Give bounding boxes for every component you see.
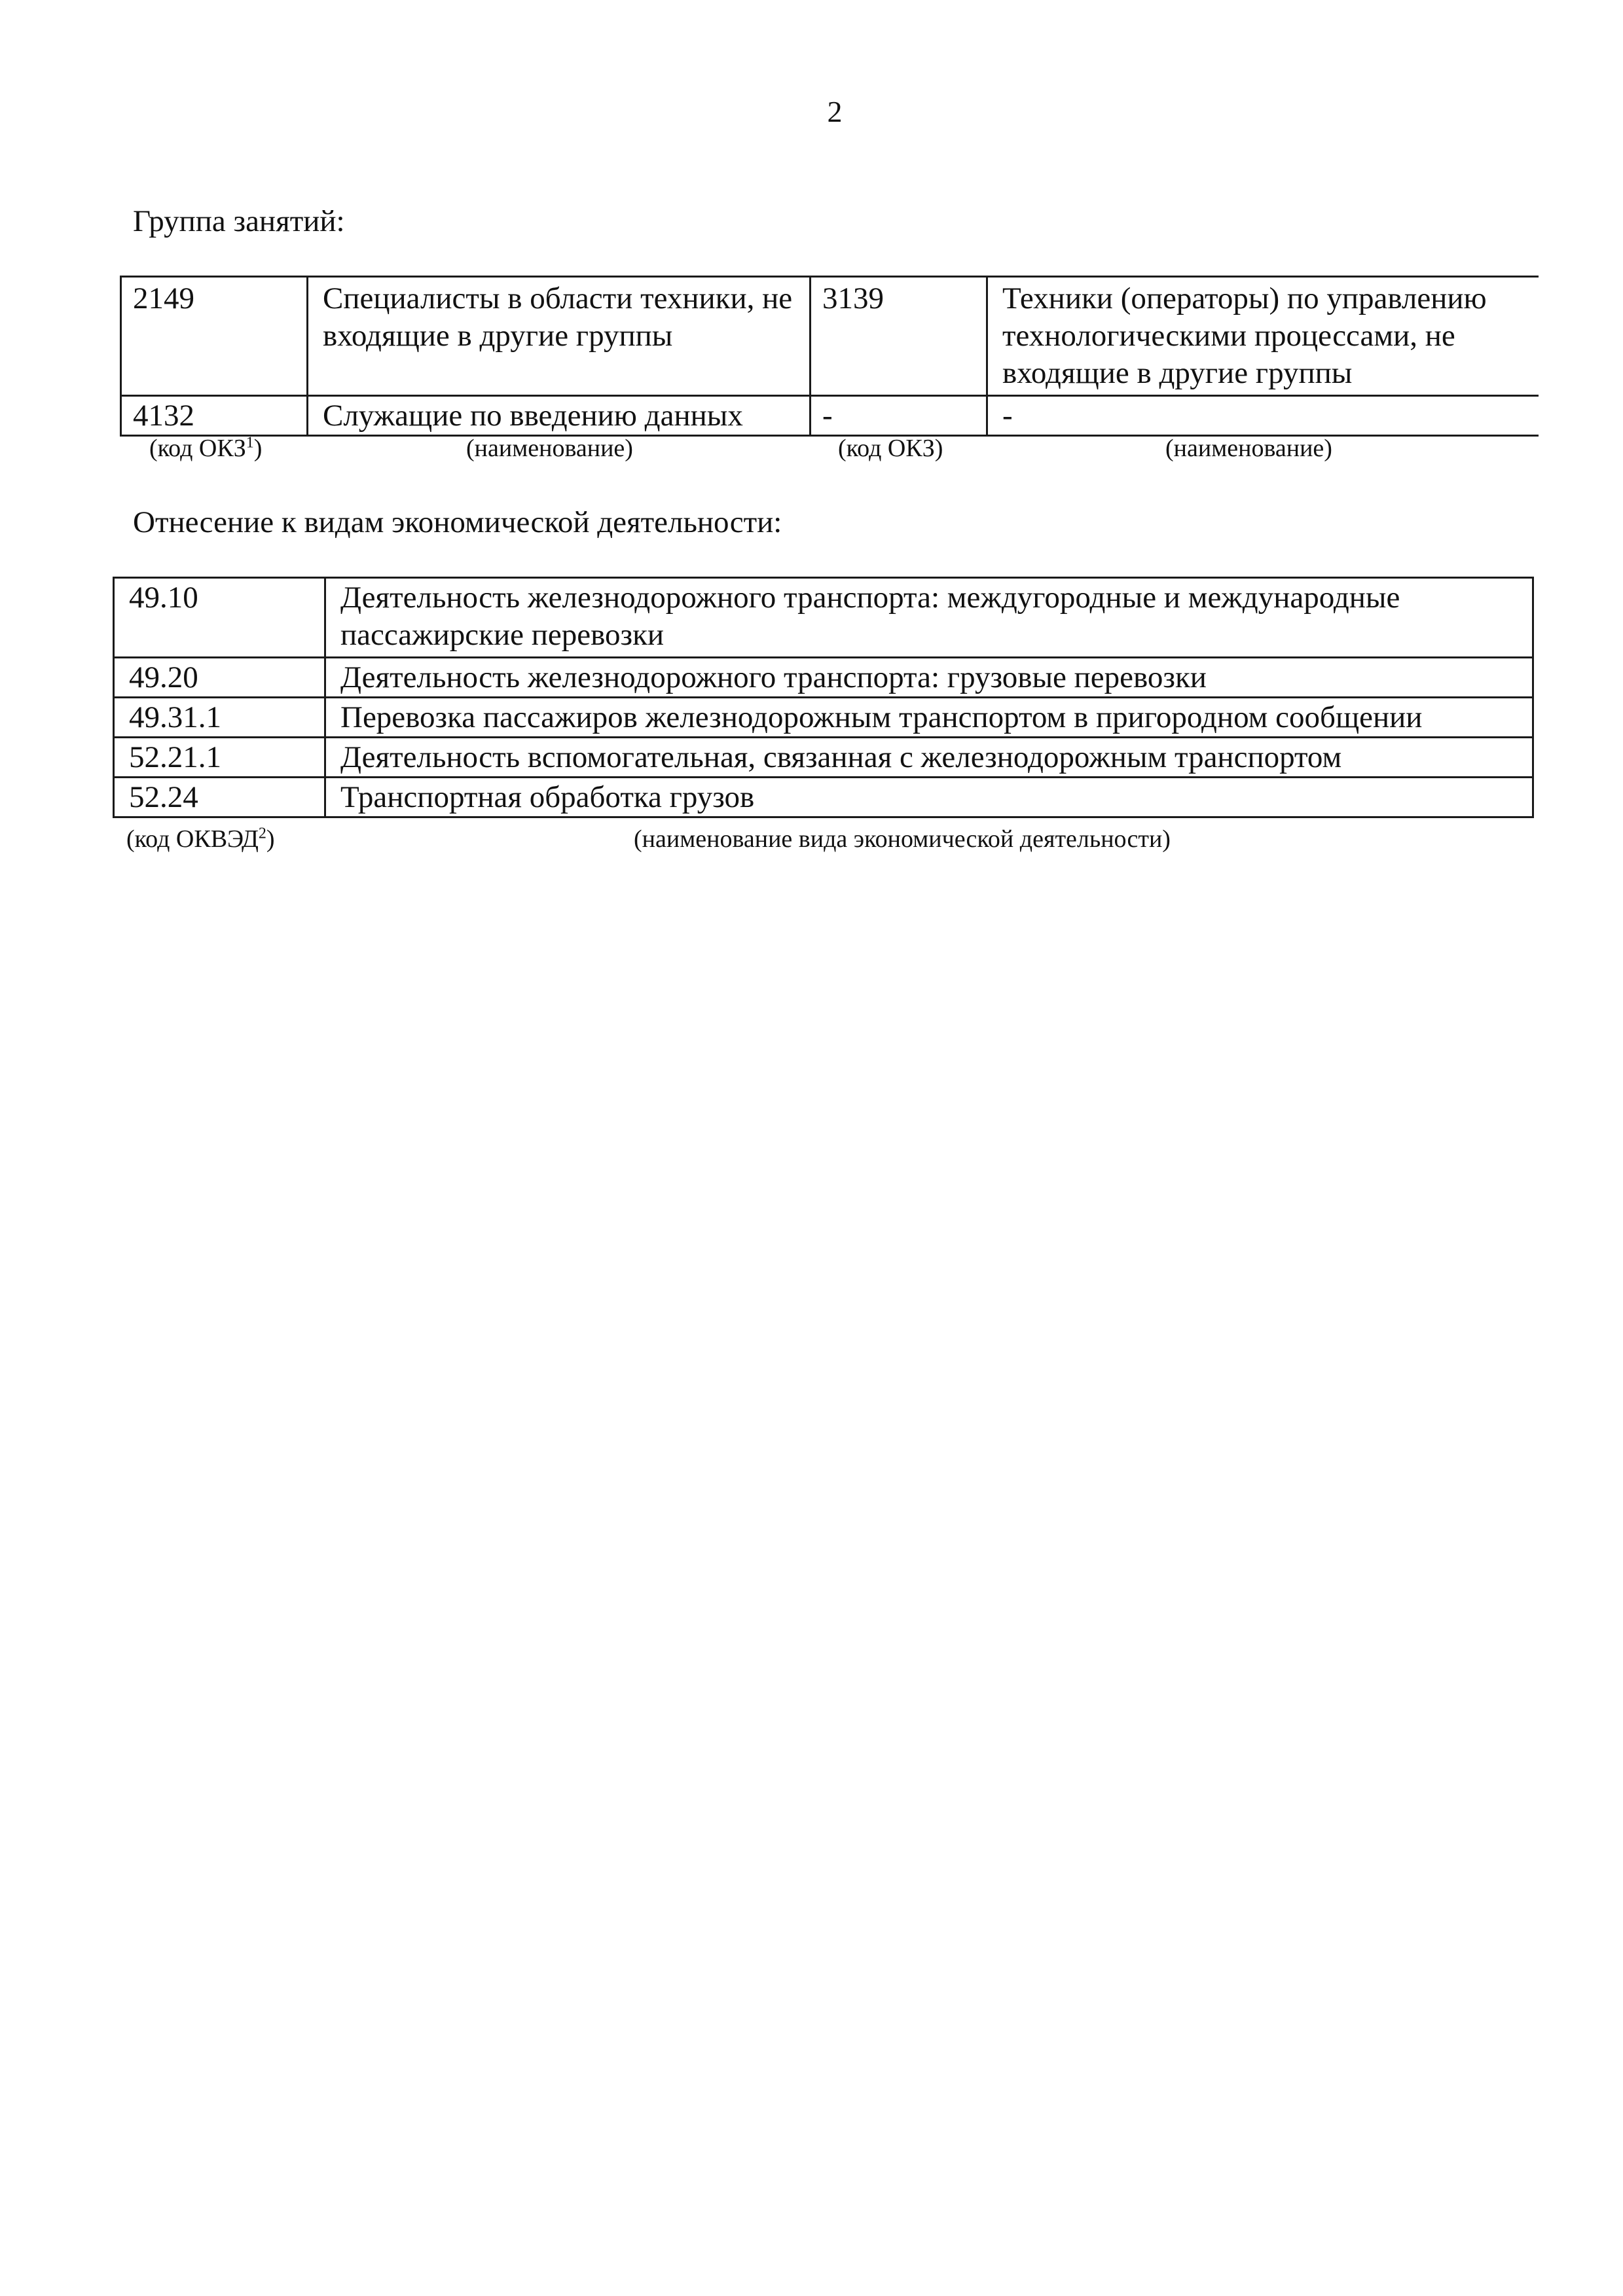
table-row [114,738,1533,778]
occupation-name-caption: (наименование) [466,435,633,462]
occupation-name-caption-right: (наименование) [1165,435,1332,462]
occupation-group-heading: Группа занятий: [133,204,345,238]
occupation-name-cell: Специалисты в области техники, не входящие в другие группы [308,277,811,396]
okz-code-caption: (код ОКЗ$^1$) [149,434,263,462]
table-row [114,778,1533,817]
economic-activity-heading: Отнесение к видам экономической деятельности: [133,505,782,539]
occupation-name-cell: Служащие по введению данных [308,396,811,436]
activity-name-cell: Перевозка пассажиров железнодорожным транспортом в пригородном сообщении [325,698,1533,738]
occupation-group-table [120,276,1539,437]
okved-code-cell: 52.24 [114,778,325,817]
okz-code-caption-right: (код ОКЗ) [838,435,943,462]
table-row [121,277,1539,396]
table-row [121,396,1539,436]
activity-name-caption: (наименование вида экономической деятельности) [634,825,1171,853]
occupation-name-cell: Техники (операторы) по управлению технологическими процессами, не входящие в другие группы [987,277,1539,396]
okved-code-cell: 49.10 [114,578,325,658]
table-row [114,658,1533,698]
activity-name-cell: Транспортная обработка грузов [325,778,1533,817]
economic-activity-table [113,577,1534,818]
okz-code-cell: - [811,396,987,436]
table-row [114,578,1533,658]
okved-code-cell: 52.21.1 [114,738,325,778]
okz-code-cell: 4132 [121,396,308,436]
okved-code-cell: 49.20 [114,658,325,698]
activity-name-cell: Деятельность вспомогательная, связанная с железнодорожным транспортом [325,738,1533,778]
okved-code-caption: (код ОКВЭД$^2$) [126,825,275,853]
page-number: 2 [827,95,843,128]
activity-name-cell: Деятельность железнодорожного транспорта: грузовые перевозки [325,658,1533,698]
table-row [114,698,1533,738]
okz-code-cell: 3139 [811,277,987,396]
okved-code-cell: 49.31.1 [114,698,325,738]
occupation-name-cell: - [987,396,1539,436]
activity-name-cell: Деятельность железнодорожного транспорта: междугородные и международные пассажирские перевозки [325,578,1533,658]
okz-code-cell: 2149 [121,277,308,396]
